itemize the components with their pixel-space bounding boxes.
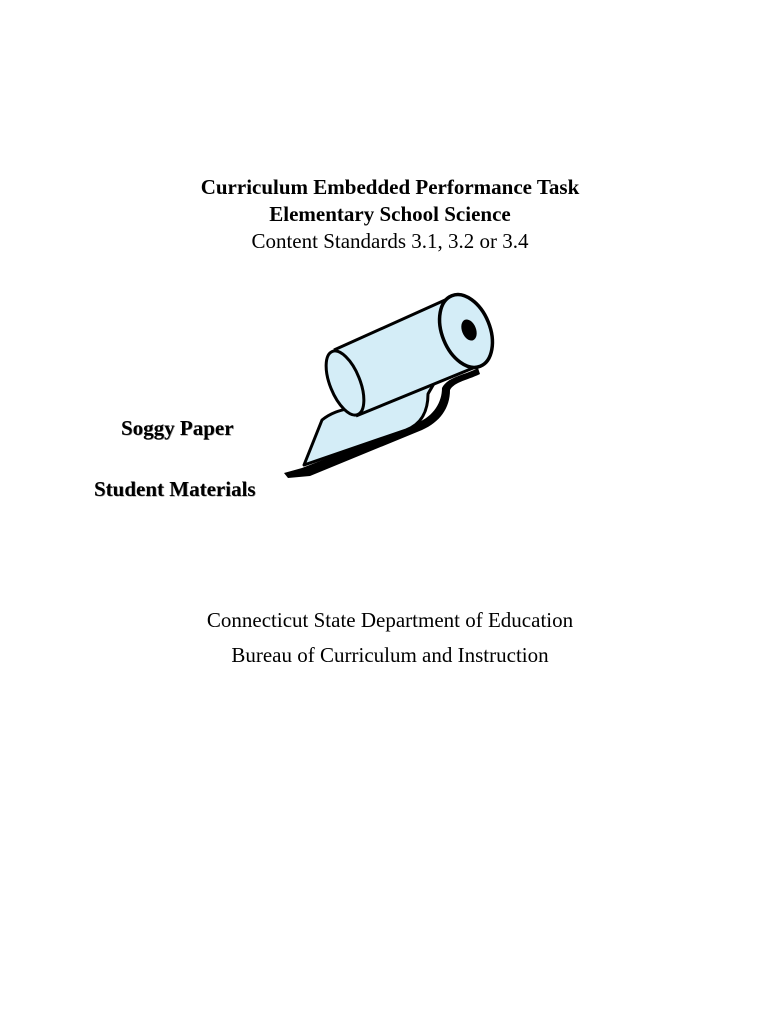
task-title: Soggy Paper [121, 416, 234, 440]
content-standards: Content Standards 3.1, 3.2 or 3.4 [251, 229, 529, 253]
materials-label: Student Materials [94, 477, 256, 501]
document-title: Curriculum Embedded Performance Task [200, 175, 580, 199]
department-name: Connecticut State Department of Education [206, 608, 574, 632]
paper-towel-roll-icon [282, 290, 498, 480]
document-subtitle: Elementary School Science [269, 202, 511, 226]
document-header [0, 174, 770, 255]
publisher-block [0, 603, 770, 673]
bureau-name: Bureau of Curriculum and Instruction [231, 643, 549, 667]
